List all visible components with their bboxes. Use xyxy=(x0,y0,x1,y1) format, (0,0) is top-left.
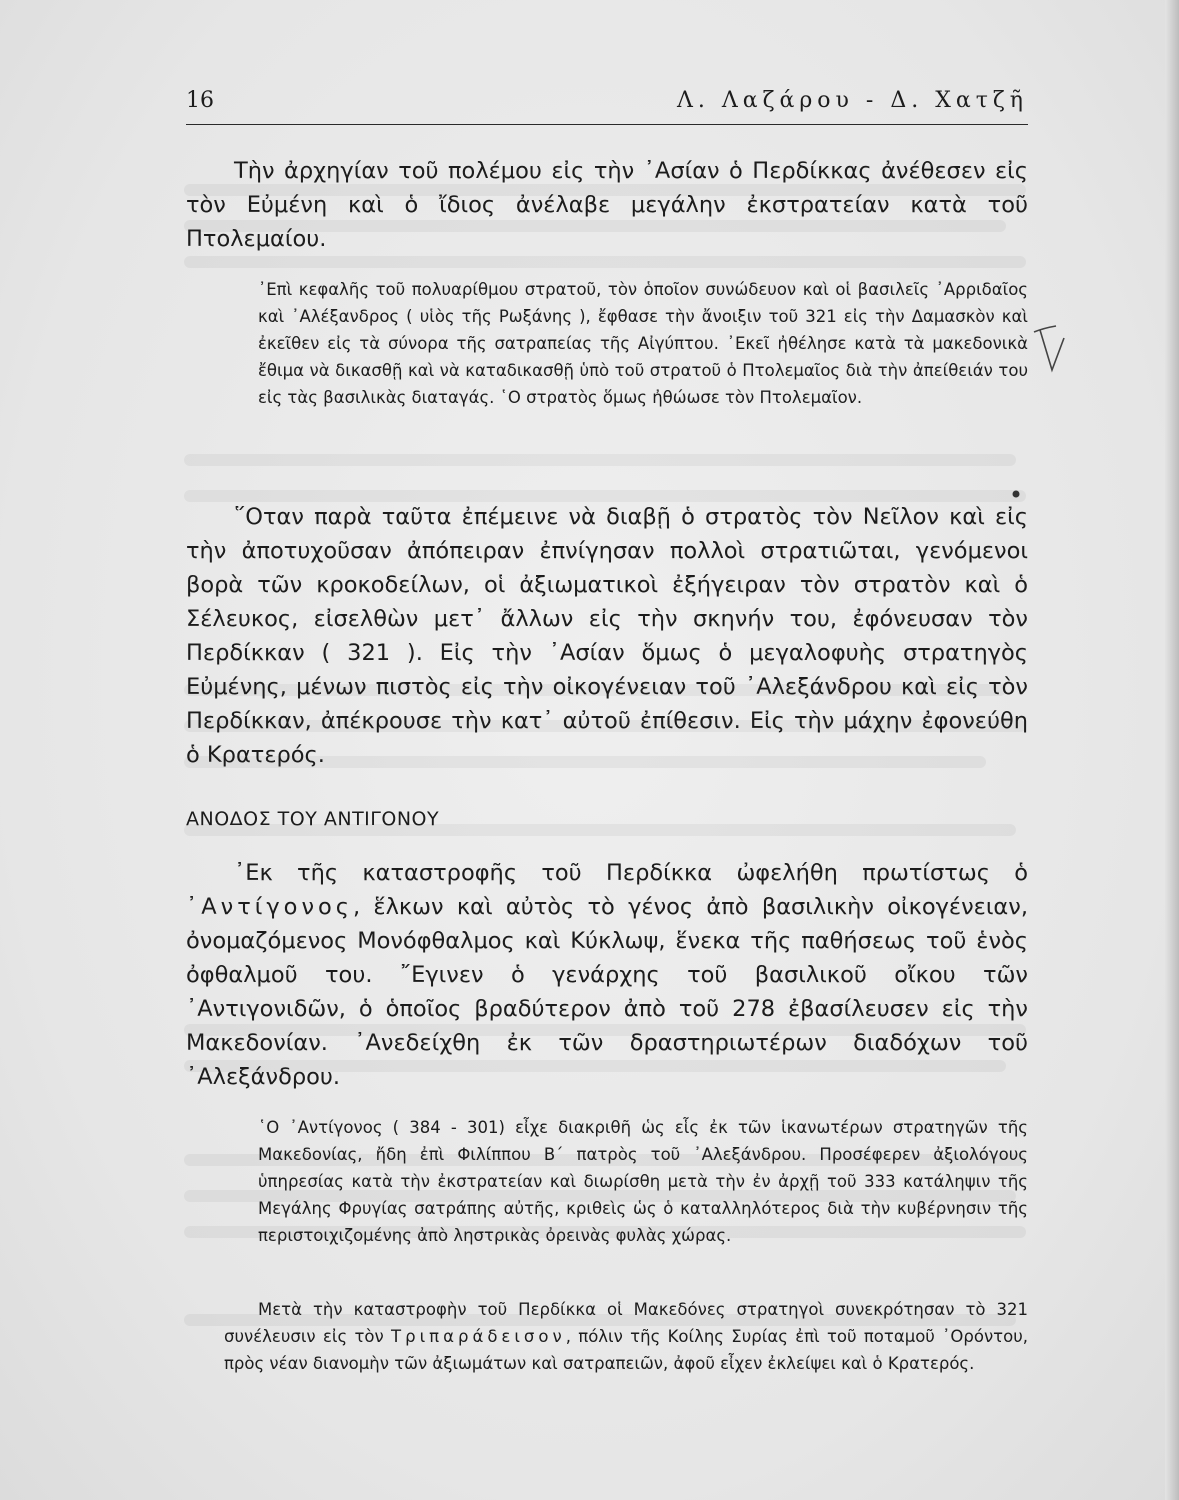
name-triparadeisos: Τριπαράδεισον xyxy=(391,1327,566,1346)
name-antigonos: ᾿Αντίγονος xyxy=(186,894,353,920)
paragraph-1: Τὴν ἀρχηγίαν τοῦ πολέμου εἰς τὴν ᾿Ασίαν ὁ Περδίκκας ἀνέθεσεν εἰς τὸν Εὐμένη καὶ ὁ ἴδιος ἀνέλαβε μεγάλην ἐκστρατείαν κατὰ τοῦ Πτολεμαίου. xyxy=(186,158,1028,252)
header-rule xyxy=(186,124,1028,125)
paragraph-2-small: ᾿Επὶ κεφαλῆς τοῦ πολυαρίθμου στρατοῦ, τὸν ὁποῖον συνώδευον καὶ οἱ βασιλεῖς ᾿Αρριδαῖος καὶ ᾿Αλέξανδρος ( υἱὸς τῆς Ρωξάνης ), ἔφθασε τὴν ἄνοιξιν τοῦ 321 εἰς τὴν Δαμασκὸν καὶ ἐκεῖθεν εἰς τὰ σύνορα τῆς σατραπείας τῆς Αἰγύπτου. ᾿Εκεῖ ἠθέλησε κατὰ τὰ μακεδονικὰ ἔθιμα νὰ δικασθῇ καὶ νὰ καταδικασθῇ ὑπὸ τοῦ στρατοῦ ὁ Πτολεμαῖος διὰ τὴν ἀπείθειάν του εἰς τὰς βασιλικὰς διαταγάς. ῾Ο στρατὸς ὅμως ἠθώωσε τὸν Πτολεμαῖον. xyxy=(258,280,1028,407)
paragraph-5-small: ῾Ο ᾿Αντίγονος ( 384 - 301) εἶχε διακριθῆ ὡς εἷς ἐκ τῶν ἱκανωτέρων στρατηγῶν τῆς Μακεδονίας, ἤδη ἐπὶ Φιλίππου Β΄ πατρὸς τοῦ ᾿Αλεξάνδρου. Προσέφερεν ἀξιολόγους ὑπηρεσίας κατὰ τὴν ἐκστρατείαν καὶ διωρίσθη μετὰ τὴν ἐν ἀρχῇ τοῦ 333 κατάληψιν τῆς Μεγάλης Φρυγίας σατράπης αὐτῆς, κριθεὶς ὡς ὁ καταλληλότερος διὰ τὴν κυβέρνησιν τῆς περιστοιχιζομένης ἀπὸ ληστρικὰς ὀρεινὰς φυλὰς χώρας. xyxy=(258,1118,1028,1245)
page-number: 16 xyxy=(186,88,214,113)
paragraph-4 xyxy=(186,856,1028,1094)
running-head: Λ. Λαζάρου - Δ. Χατζῆ xyxy=(676,88,1028,113)
paragraph-6-text-b: , πόλιν τῆς Κοίλης Συρίας ἐπὶ τοῦ ποταμοῦ ᾿Ορόντου, πρὸς νέαν διανομὴν τῶν ἀξιωμάτων καὶ σατραπειῶν, ἀφοῦ εἶχεν ἐκλείψει καὶ ὁ Κρατερός. xyxy=(224,1327,1029,1373)
page-edge-shadow xyxy=(1165,0,1179,1500)
page-header xyxy=(186,88,1028,122)
paragraph-4-text-a: ᾿Εκ τῆς καταστροφῆς τοῦ Περδίκκα ὠφελήθη πρωτίστως ὁ xyxy=(234,860,1028,886)
paragraph-3: ῞Οταν παρὰ ταῦτα ἐπέμεινε νὰ διαβῇ ὁ στρατὸς τὸν Νεῖλον καὶ εἰς τὴν ἀποτυχοῦσαν ἀπόπειραν ἐπνίγησαν πολλοὶ στρατιῶται, γενόμενοι βορὰ τῶν κροκοδείλων, οἱ ἀξιωματικοὶ ἐξήγειραν τὸν στρατὸν καὶ ὁ Σέλευκος, εἰσελθὼν μετ᾿ ἄλλων εἰς τὴν σκηνήν του, ἐφόνευσαν τὸν Περδίκκαν ( 321 ). Εἰς τὴν ᾿Ασίαν ὅμως ὁ μεγαλοφυὴς στρατηγὸς Εὐμένης, μένων πιστὸς εἰς τὴν οἰκογένειαν τοῦ ᾿Αλεξάνδρου καὶ εἰς τὸν Περδίκκαν, ἀπέκρουσε τὴν κατ᾿ αὐτοῦ ἐπίθεσιν. Εἰς τὴν μάχην ἐφονεύθη ὁ Κρατερός. xyxy=(186,504,1028,768)
section-heading: ΑΝΟΔΟΣ ΤΟΥ ΑΝΤΙΓΟΝΟΥ xyxy=(186,808,440,830)
paragraph-4-text-b: , ἕλκων καὶ αὐτὸς τὸ γένος ἀπὸ βασιλικὴν οἰκογένειαν, ὀνομαζόμενος Μονόφθαλμος καὶ Κύκλωψ, ἕνεκα τῆς παθήσεως τοῦ ἑνὸς ὀφθαλμοῦ του. ῎Εγινεν ὁ γενάρχης τοῦ βασιλικοῦ οἴκου τῶν ᾿Αντιγονιδῶν, ὁ ὁποῖος βραδύτερον ἀπὸ τοῦ 278 ἐβασίλευσεν εἰς τὴν Μακεδονίαν. ᾿Ανεδείχθη ἐκ τῶν δραστηριωτέρων διαδόχων τοῦ ᾿Αλεξάνδρου. xyxy=(186,894,1028,1090)
pencil-mark-icon xyxy=(1030,318,1070,378)
ink-dot-mark xyxy=(1010,488,1022,500)
paragraph-6-text-a: Μετὰ τὴν καταστροφὴν τοῦ Περδίκκα οἱ Μακεδόνες στρατηγοὶ συνεκρότησαν τὸ 321 συνέλευσιν εἰς τὸν xyxy=(224,1300,1028,1346)
paragraph-6-small xyxy=(224,1296,1028,1377)
